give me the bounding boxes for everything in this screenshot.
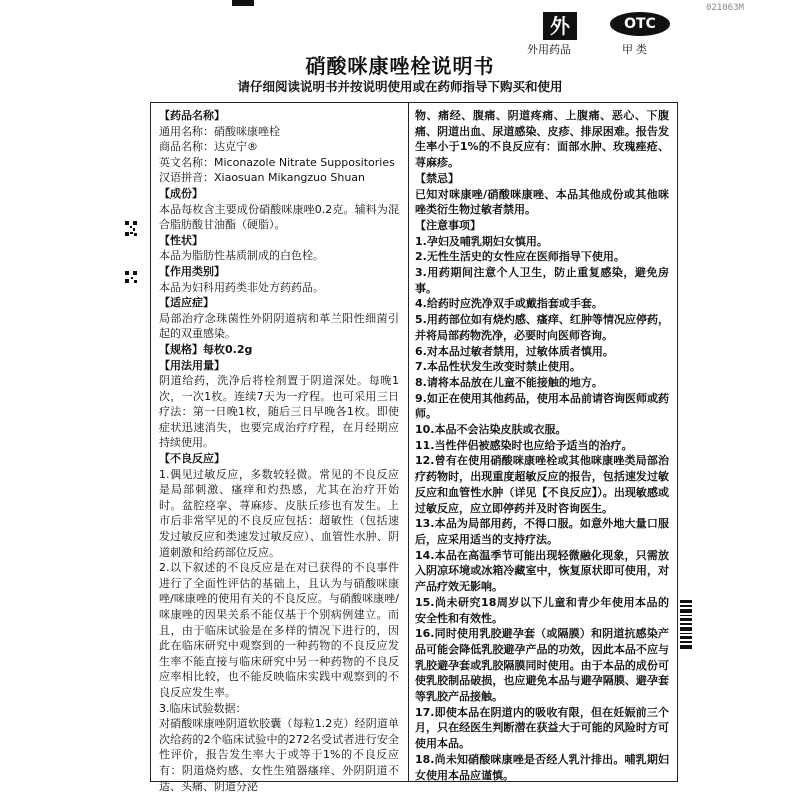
- section-heading: 【规格】每枚0.2g: [159, 342, 253, 356]
- top-edge-mark: [232, 0, 254, 6]
- section-heading: 【成份】: [159, 186, 203, 200]
- paragraph: 15.尚未研究18周岁以下儿童和青少年使用本品的安全性和有效性。: [415, 595, 669, 625]
- paragraph: 4.给药时应洗净双手或戴指套或手套。: [415, 297, 603, 311]
- barcode-icon: [680, 600, 692, 650]
- paragraph: 物、痛经、腹痛、阴道疼痛、上腹痛、恶心、下腹痛、阴道出血、尿道感染、皮疹、排尿困难。报告发生率小于1%的不良反应有：面部水肿、玫瑰痤疮、荨麻疹。: [415, 109, 669, 170]
- paragraph: 14.本品在高温季节可能出现轻微融化现象，只需放入阴凉环境或冰箱冷藏室中，恢复原状即可使用，对产品疗效无影响。: [415, 548, 669, 594]
- paragraph: 本品每枚含主要成份硝酸咪康唑0.2克。辅料为混合脂肪酸甘油酯（硬脂）。: [159, 202, 399, 232]
- section-heading: 【作用类别】: [159, 264, 225, 278]
- right-column: [415, 108, 669, 783]
- document-subtitle: 请仔细阅读说明书并按说明使用或在药师指导下购买和使用: [237, 79, 563, 94]
- section-heading: 【性状】: [159, 233, 203, 247]
- paragraph: 商品名称：达克宁®: [159, 140, 258, 154]
- paragraph: 1.孕妇及哺乳期妇女慎用。: [415, 234, 548, 248]
- section-heading: 【适应症】: [159, 296, 214, 310]
- paragraph: 11.当性伴侣被感染时也应给予适当的治疗。: [415, 438, 633, 452]
- section-heading: 【药品名称】: [159, 109, 225, 122]
- paragraph: 3.用药期间注意个人卫生，防止重复感染，避免房事。: [415, 266, 669, 295]
- paragraph: 12.曾有在使用硝酸咪康唑栓或其他咪康唑类局部治疗药物时，出现重度超敏反应的报告，包括速发过敏反应和血管性水肿（详见【不良反应】）。出现敏感或过敏反应，应立即停药并及时咨询医生。: [415, 454, 669, 515]
- paragraph: 本品为妇科用药类非处方药药品。: [159, 280, 324, 294]
- external-use-badge: 外: [543, 12, 577, 40]
- paragraph: 6.对本品过敏者禁用，过敏体质者慎用。: [415, 344, 614, 358]
- left-column: [159, 108, 399, 794]
- paragraph: 2.无性生活史的女性应在医师指导下使用。: [415, 250, 625, 264]
- section-heading: 【用法用量】: [159, 358, 225, 372]
- paragraph: 已知对咪康唑/硝酸咪康唑、本品其他成份或其他咪唑类衍生物过敏者禁用。: [415, 187, 669, 217]
- otc-class-label: 甲类: [622, 43, 650, 56]
- paragraph: 对硝酸咪康唑阴道软胶囊（每粒1.2克）经阴道单次给药的2个临床试验中的272名受试者进行安全性评价，报告发生率大于或等于1%的不良反应有：阴道烧灼感、女性生殖器瘙痒、外阴阴道不适、头痛、阴道分泌: [159, 717, 399, 793]
- qr-code-icon-small: [124, 270, 138, 284]
- paragraph: 10.本品不会沾染皮肤或衣服。: [415, 423, 567, 437]
- paragraph: 5.用药部位如有烧灼感、瘙痒、红肿等情况应停药，并将局部药物洗净，必要时向医师咨询。: [415, 313, 669, 342]
- paragraph: 16.同时使用乳胶避孕套（或隔膜）和阴道抗感染产品可能会降低乳胶避孕产品的功效，因此本品不应与乳胶避孕套或乳胶隔膜同时使用。由于本品的成份可使乳胶制品破损，也应避免本品与避孕隔膜、避孕套等乳胶产品接触。: [415, 627, 669, 704]
- paragraph: 17.即使本品在阴道内的吸收有限，但在妊娠前三个月，只在经医生判断潜在获益大于可能的风险时方可使用本品。: [415, 705, 669, 751]
- paragraph: 英文名称：Miconazole Nitrate Suppositories: [159, 155, 395, 169]
- paragraph: 9.如正在使用其他药品，使用本品前请咨询医师或药师。: [415, 391, 669, 421]
- section-heading: 【禁忌】: [415, 171, 459, 185]
- document-title: 硝酸咪康唑栓说明书: [305, 54, 495, 78]
- otc-badge: OTC: [610, 12, 670, 36]
- column-divider: [408, 102, 409, 782]
- paragraph: 2.以下叙述的不良反应是在对已获得的不良事件进行了全面性评估的基础上，且认为与硝酸咪康唑/咪康唑的使用有关的不良反应。与硝酸咪康唑/咪康唑的因果关系不能仅基于个别病例建立。而且，由于临床试验是在多样的情况下进行的，因此在临床研究中观察到的一种药物的不良反应发生率不能直接与临床研究中另一种药物的不良反应率相比较，也不能反映临床实践中观察到的不良反应发生率。: [159, 561, 399, 699]
- paragraph: 阴道给药，洗净后将栓剂置于阴道深处。每晚1次，一次1枚。连续7天为一疗程。也可采用三日疗法：第一日晚1枚，随后三日早晚各1枚。即使症状迅速消失，也要完成治疗疗程，在月经期应持续使用。: [159, 374, 399, 450]
- paragraph: 汉语拼音：Xiaosuan Mikangzuo Shuan: [159, 171, 366, 185]
- paragraph: 7.本品性状发生改变时禁止使用。: [415, 360, 581, 374]
- paragraph: 3.临床试验数据：: [159, 701, 247, 715]
- qr-code-icon: [124, 220, 138, 238]
- paragraph: 18.尚未知硝酸咪康唑是否经人乳汁排出。哺乳期妇女使用本品应谨慎。: [415, 752, 669, 782]
- paragraph: 1.偶见过敏反应，多数较轻微。常见的不良反应是局部刺激、瘙痒和灼热感，尤其在治疗开始时。盆腔痉挛、荨麻疹、皮肤丘疹也有发生。上市后非常罕见的不良反应包括：超敏性（包括速发过敏反应和类速发过敏反应）、血管性水肿、阴道刺激和给药部位反应。: [159, 467, 399, 559]
- paragraph: 通用名称：硝酸咪康唑栓: [159, 124, 280, 138]
- paragraph: 13.本品为局部用药，不得口服。如意外地大量口服后，应采用适当的支持疗法。: [415, 517, 669, 546]
- paragraph: 本品为脂肪性基质制成的白色栓。: [159, 249, 324, 263]
- paragraph: 8.请将本品放在儿童不能接触的地方。: [415, 375, 603, 389]
- section-heading: 【不良反应】: [159, 452, 225, 466]
- external-use-label: 外用药品: [527, 43, 571, 56]
- paragraph: 局部治疗念珠菌性外阴阴道病和革兰阳性细菌引起的双重感染。: [159, 311, 399, 341]
- print-code: 021063M: [706, 3, 744, 13]
- section-heading: 【注意事项】: [415, 218, 481, 232]
